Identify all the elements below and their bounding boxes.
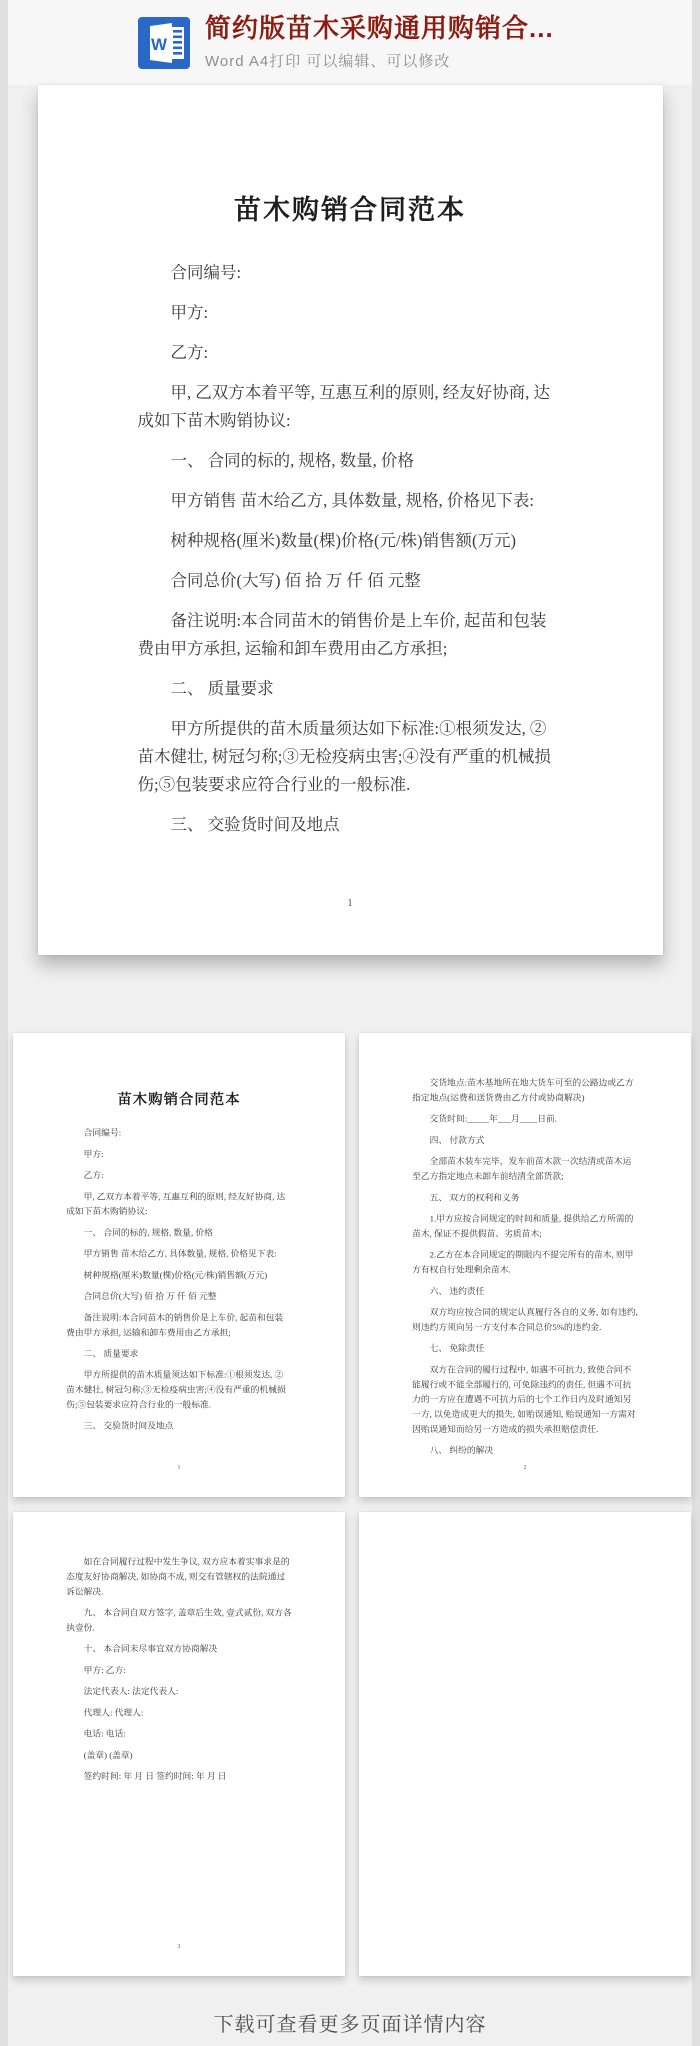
doc-paragraph: 六、 违约责任 <box>429 1285 485 1296</box>
doc-paragraph: 一、 合同的标的, 规格, 数量, 价格 <box>83 1227 213 1238</box>
file-title: 简约版苗木采购通用购销合... <box>205 13 554 44</box>
doc-paragraph: 2.乙方在本合同规定的期限内不提完所有的苗木, 则甲方有权自行处理剩余苗木. <box>412 1249 634 1275</box>
doc-paragraph: 双方均应按合同的规定认真履行各自的义务, 如有违约, 则违约方须向另一方支付本合同总价5%的违约金. <box>412 1307 638 1333</box>
doc-paragraph: 1.甲方应按合同规定的时间和质量, 提供给乙方所需的苗木, 保证不提供假苗、劣质苗木; <box>412 1213 634 1239</box>
doc-paragraph: 四、 付款方式 <box>429 1134 485 1146</box>
doc-paragraph: 备注说明:本合同苗木的销售价是上车价, 起苗和包装费由甲方承担, 运输和卸车费用由乙方承担; <box>137 611 547 658</box>
page-thumbnail-grid <box>13 1033 687 1976</box>
doc-paragraph: 合同总价(大写) 佰 拾 万 仟 佰 元整 <box>83 1291 217 1302</box>
doc-paragraph: 三、 交验货时间及地点 <box>170 815 340 834</box>
doc-paragraph: 甲方: <box>170 303 209 322</box>
doc-paragraph: 树种规格(厘米)数量(棵)价格(元/株)销售额(万元) <box>83 1269 268 1281</box>
doc-paragraph: 乙方: <box>83 1170 104 1181</box>
file-subtitle: Word A4打印 可以编辑、可以修改 <box>205 52 451 70</box>
thumbnail-page-4[interactable] <box>359 1512 691 1976</box>
doc-paragraph: 树种规格(厘米)数量(棵)价格(元/株)销售额(万元) <box>170 531 517 550</box>
doc-paragraph: 甲方所提供的苗木质量须达如下标准:①根须发达, ②苗木健壮, 树冠匀称;③无检疫病虫害;④没有严重的机械损伤;⑤包装要求应符合行业的一般标准. <box>137 719 551 794</box>
contract-title: 苗木购销合同范本 <box>117 1091 241 1108</box>
contract-title: 苗木购销合同范本 <box>234 195 466 225</box>
contract-body <box>138 259 563 839</box>
doc-paragraph: 交货地点:苗木基地所在地大货车可至的公路边或乙方指定地点(运费和送货费由乙方付或协商解决) <box>412 1077 634 1103</box>
doc-paragraph: (盖章) (盖章) <box>83 1749 133 1761</box>
contract-body <box>66 1125 292 1433</box>
page-canvas <box>8 0 692 2046</box>
doc-page-1-thumb <box>13 1033 345 1495</box>
thumbnail-page-2[interactable] <box>359 1033 691 1497</box>
doc-paragraph: 甲方: <box>83 1148 104 1159</box>
download-hint-text: 下载可查看更多页面详情内容 <box>213 2014 487 2036</box>
doc-page-2-thumb <box>359 1033 691 1495</box>
contract-body <box>66 1554 292 1783</box>
doc-paragraph: 交货时间:_____年___月____日前. <box>429 1113 557 1124</box>
thumbnail-page-1[interactable] <box>13 1033 345 1497</box>
doc-paragraph: 五、 双方的权利和义务 <box>429 1192 520 1203</box>
header-text-block <box>205 14 554 71</box>
page-number: 1 <box>177 1464 181 1471</box>
doc-paragraph: 七、 免除责任 <box>429 1343 485 1354</box>
doc-paragraph: 甲, 乙双方本着平等, 互惠互利的原则, 经友好协商, 达成如下苗木购销协议: <box>66 1191 286 1217</box>
doc-paragraph: 八、 纠纷的解决 <box>429 1445 494 1456</box>
doc-paragraph: 三、 交验货时间及地点 <box>83 1420 174 1431</box>
doc-paragraph: 法定代表人: 法定代表人: <box>83 1686 179 1697</box>
doc-paragraph: 双方在合同的履行过程中, 如遇不可抗力, 致使合同不能履行或不能全部履行的, 可免除违约的责任, 但遇不可抗力的一方应在遭遇不可抗力后的七个工作日内及时通知另一方, 以免造成更大的损失, 如贻误通知, 贻误通知一方需对因贻误通知而给另一方造成的损失承担赔偿责任. <box>412 1364 636 1435</box>
doc-paragraph: 合同总价(大写) 佰 拾 万 仟 佰 元整 <box>170 571 421 590</box>
thumbnail-page-3[interactable] <box>13 1512 345 1976</box>
doc-paragraph: 甲方销售 苗木给乙方, 具体数量, 规格, 价格见下表: <box>83 1248 277 1259</box>
doc-page-1-large <box>38 85 663 955</box>
doc-paragraph: 甲, 乙双方本着平等, 互惠互利的原则, 经友好协商, 达成如下苗木购销协议: <box>137 383 550 430</box>
page-number: 2 <box>523 1464 527 1471</box>
doc-paragraph: 一、 合同的标的, 规格, 数量, 价格 <box>170 451 414 470</box>
doc-paragraph: 二、 质量要求 <box>170 679 274 698</box>
doc-paragraph: 甲方所提供的苗木质量须达如下标准:①根须发达, ②苗木健壮, 树冠匀称;③无检疫病虫害;④没有严重的机械损伤;⑤包装要求应符合行业的一般标准. <box>66 1369 286 1410</box>
doc-paragraph: 备注说明:本合同苗木的销售价是上车价, 起苗和包装费由甲方承担, 运输和卸车费用由乙方承担; <box>66 1312 284 1338</box>
contract-body <box>412 1075 638 1457</box>
doc-paragraph: 全部苗木装车完毕，发车前苗木款一次结清或苗木运至乙方指定地点未卸车前结清全部货款; <box>412 1156 632 1182</box>
doc-paragraph: 乙方: <box>170 343 209 362</box>
doc-paragraph: 九、 本合同自双方签字, 盖章后生效, 壹式贰份, 双方各执壹份. <box>66 1607 292 1633</box>
doc-page-3-thumb <box>13 1512 345 1974</box>
doc-paragraph: 甲方销售 苗木给乙方, 具体数量, 规格, 价格见下表: <box>170 491 534 510</box>
page-number: 3 <box>177 1943 181 1950</box>
doc-paragraph: 电话: 电话: <box>83 1728 126 1739</box>
doc-paragraph: 甲方: 乙方: <box>83 1664 126 1676</box>
doc-paragraph: 如在合同履行过程中发生争议, 双方应本着实事求是的态度友好协商解决, 如协商不成, 则交有管辖权的法院通过诉讼解决. <box>66 1556 290 1597</box>
page-number: 1 <box>347 897 353 909</box>
main-page-preview[interactable] <box>38 85 663 955</box>
doc-paragraph: 二、 质量要求 <box>83 1348 139 1359</box>
word-file-icon <box>138 17 190 69</box>
document-header <box>8 0 692 85</box>
doc-page-4-thumb <box>359 1512 691 1974</box>
doc-paragraph: 合同编号: <box>83 1127 122 1138</box>
doc-paragraph: 合同编号: <box>170 263 242 282</box>
svg-text:W: W <box>150 34 168 54</box>
doc-paragraph: 十、 本合同未尽事宜双方协商解决 <box>83 1643 218 1654</box>
doc-paragraph: 签约时间: 年 月 日 签约时间: 年 月 日 <box>83 1771 227 1782</box>
doc-paragraph: 代理人: 代理人: <box>83 1707 144 1718</box>
